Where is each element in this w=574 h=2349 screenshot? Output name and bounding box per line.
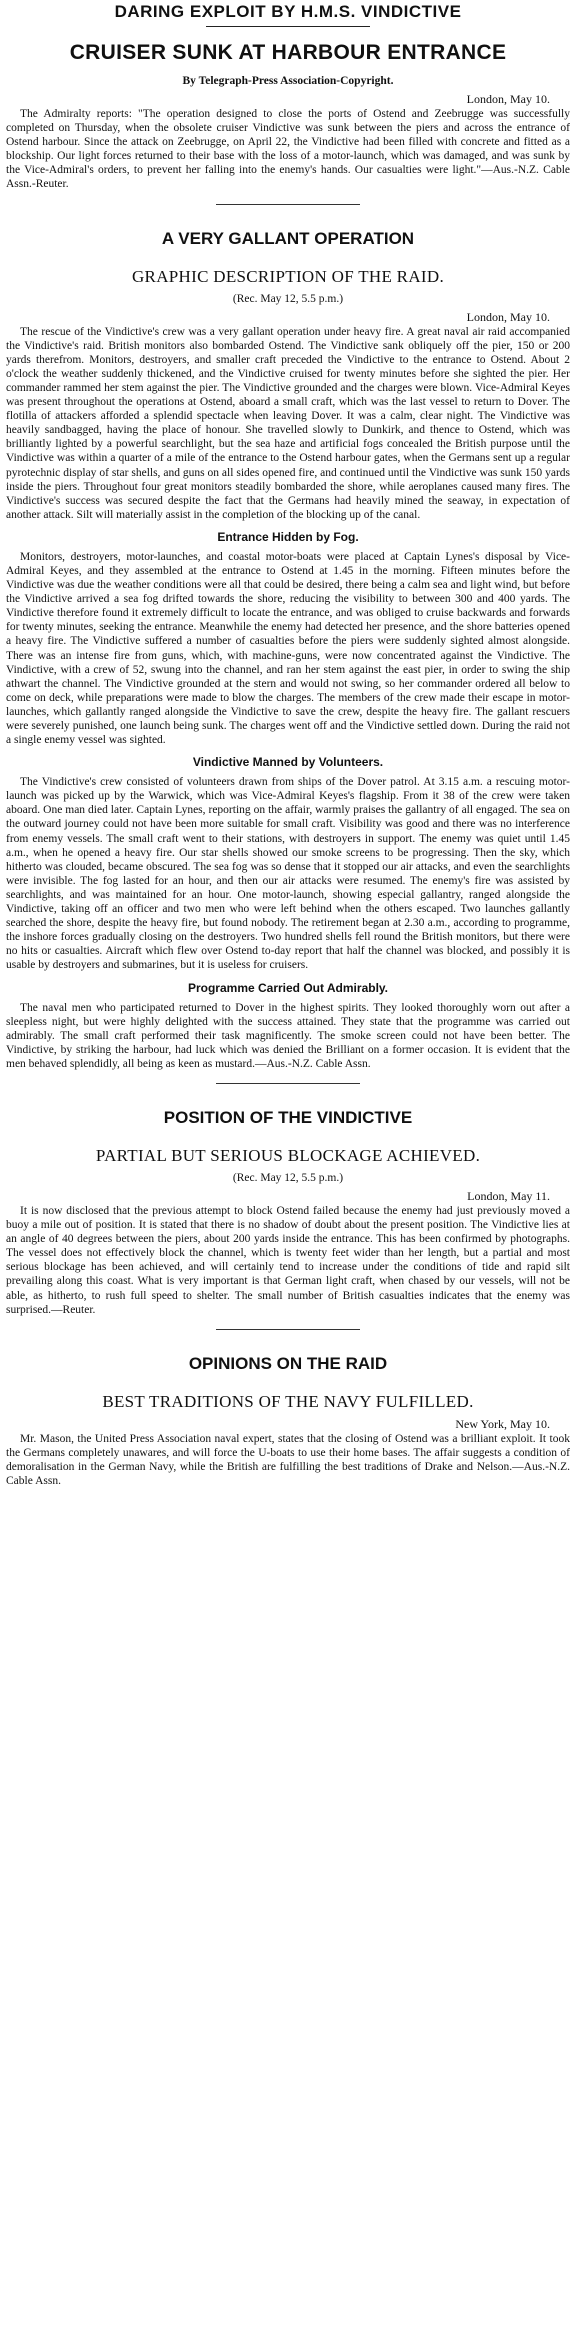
rescue-paragraph: The rescue of the Vindictive's crew was a very gallant operation under heavy fire. A great naval air raid accompanied the Vindictive's raid. British monitors also bombarded Ostend. The Vindictive sank obliquely off the pier, 150 or 200 yards therefrom. Monitors, destroyers, and smaller craft preceded the Vindictive to the entrance to Ostend. About 2 o'clock the weather suddenly thickened, and the Vindictive cruised for twenty minutes before she sighted the pier. Her commander rammed her stem against the pier. The Vindictive grounded and the charges were blown. Vice-Admiral Keyes was present throughout the operations at Ostend, aboard a small craft, which was the last vessel to return to Dover. The flotilla of attackers afforded a splendid spectacle when leaving Dover. It was a calm, clear night. The Vindictive was heavily sandbagged, having the place of honour. She travelled slowly to Dunkirk, and thence to Ostend, which was brilliantly lighted by a powerful searchlight, but the sea haze and artificial fogs concealed the British purpose until the Vindictive was within a quarter of a mile of the entrance to the Ostend harbour gates, when the Germans sent up a regular pyrotechnic display of star shells, and guns on all sides opened fire, and continued until the Vindictive was sunk 150 yards inside the piers. Throughout four great monitors steadily bombarded the shore, while aeroplanes caused many fires. The Vindictive's success was secured despite the fact that the Germans had heavily mined the seaway, in expectation of another attack. Silt will materially assist in the completion of the blocking up of the canal. <box>6 325 570 521</box>
subhead-partial-blockage: PARTIAL BUT SERIOUS BLOCKAGE ACHIEVED. <box>95 1145 481 1165</box>
dateline-london-may-10: London, May 10. <box>466 92 550 106</box>
subhead-entrance-hidden: Entrance Hidden by Fog. <box>217 529 359 544</box>
subhead-graphic-description: GRAPHIC DESCRIPTION OF THE RAID. <box>131 266 444 286</box>
masthead-rule <box>206 26 370 27</box>
received-note: (Rec. May 12, 5.5 p.m.) <box>232 1171 344 1184</box>
headline-cruiser-sunk: CRUISER SUNK AT HARBOUR ENTRANCE <box>69 41 507 64</box>
article-opinions <box>6 1354 570 1488</box>
article-gallant-operation <box>6 229 570 1071</box>
headline-gallant-operation: A VERY GALLANT OPERATION <box>161 228 415 248</box>
article-position <box>6 1108 570 1317</box>
subhead-best-traditions: BEST TRADITIONS OF THE NAVY FULFILLED. <box>102 1391 474 1411</box>
programme-paragraph: The naval men who participated returned to Dover in the highest spirits. They looked thoroughly worn out after a sleepless night, but were highly delighted with the success attained. They state that the programme was carried out admirably. The small craft performed their task magnificently. The smoke screen could not have been better. The Vindictive, by striking the harbour, had luck which was denied the Brilliant on a former occasion. It is evident that the men behaved splendidly, all being as keen as mustard.—Aus.-N.Z. Cable Assn. <box>6 1001 570 1070</box>
opinions-paragraph: Mr. Mason, the United Press Association naval expert, states that the closing of Ostend was a brilliant exploit. It took the Germans completely unawares, and will force the U-boats to use their home bases. The affair suggests a condition of demoralisation in the German Navy, while the British are fulfilling the best traditions of Drake and Nelson.—Aus.-N.Z. Cable Assn. <box>6 1432 570 1487</box>
fog-paragraph: Monitors, destroyers, motor-launches, and coastal motor-boats were placed at Captain Lynes's disposal by Vice-Admiral Keyes, and they assembled at the entrance to Ostend at 1.45 in the morning. Fifteen minutes before the Vindictive was due the weather conditions were all that could be desired, there being a calm sea and light wind, but before the Vindictive arrived a sea fog drifted towards the shore, reducing the visibility to between 300 and 400 yards. The Vindictive therefore found it extremely difficult to locate the entrance, and was obliged to cruise backwards and forwards for twenty minutes, seeking the entrance. Meanwhile the enemy had detected her presence, and the shore batteries opened a heavy fire. The Vindictive suffered a number of casualties before the piers were suddenly sighted almost alongside. There was an intense fire from guns, which, with machine-guns, were now concentrated against the Vindictive. The Vindictive, with a crew of 52, swung into the channel, and ran her stem against the east pier, in order to swing the ship athwart the channel. The Vindictive grounded at the stern and would not swing, so her commander ordered all below to come on deck, while preparations were made to blow the charges. The members of the crew made their escape in motor-launches, which gallantly ranged alongside the Vindictive to save the crew, despite the heavy fire. The gallant rescuers were severely punished, one launch being sunk. The charges went off and the Vindictive settled down. During the raid not a single enemy vessel was sighted. <box>6 550 570 747</box>
headline-position: POSITION OF THE VINDICTIVE <box>163 1107 413 1127</box>
subhead-volunteers: Vindictive Manned by Volunteers. <box>192 755 384 770</box>
byline: By Telegraph-Press Association-Copyright. <box>182 75 394 87</box>
section-divider <box>216 204 360 205</box>
dateline-london-may-11: London, May 11. <box>467 1188 550 1203</box>
masthead: DARING EXPLOIT BY H.M.S. VINDICTIVE <box>114 2 462 21</box>
article-cruiser-sunk <box>6 41 570 192</box>
dateline-new-york: New York, May 10. <box>455 1416 550 1431</box>
section-divider <box>216 1329 360 1330</box>
headline-opinions: OPINIONS ON THE RAID <box>188 1353 388 1373</box>
admiralty-report-paragraph: The Admiralty reports: "The operation designed to close the ports of Ostend and Zeebrugge was successfully completed on Thursday, when the obsolete cruiser Vindictive was sunk between the piers and across the entrance of Ostend harbour. Since the attack on Zeebrugge, on April 22, the Vindictive had been filled with concrete and fitted as a blockship. Our light forces returned to their base with the loss of a motor-launch, which was damaged, and was sunk by the Vice-Admiral's orders, to prevent her falling into the enemy's hands. Our casualties were light."—Aus.-N.Z. Cable Assn.-Reuter. <box>6 108 570 191</box>
dateline-london-may-10-b: London, May 10. <box>466 309 550 324</box>
section-divider <box>216 1083 360 1084</box>
subhead-programme: Programme Carried Out Admirably. <box>187 980 389 995</box>
received-note: (Rec. May 12, 5.5 p.m.) <box>232 292 344 305</box>
position-paragraph: It is now disclosed that the previous attempt to block Ostend failed because the enemy had just previously moved a buoy a mile out of position. It is stated that there is no shadow of doubt about the present position. The Vindictive lies at an angle of 40 degrees between the piers, about 200 yards inside the entrance. This has been confirmed by photographs. The vessel does not effectively block the channel, which is twenty feet wider than her length, but a partial and most serious blockage has been achieved, and will certainly tend to increase under the conditions of tide and rapid silt prevailing along this coast. What is very important is that German light craft, when chased by our vessels, will not be able, as hitherto, to rush full speed to shelter. The small number of British casualties indicates that the enemy was surprised.—Reuter. <box>6 1204 570 1316</box>
volunteers-paragraph: The Vindictive's crew consisted of volunteers drawn from ships of the Dover patrol. At 3.15 a.m. a rescuing motor-launch was picked up by the Warwick, which was Vice-Admiral Keyes's flagship. From it 38 of the crew were taken aboard. One man died later. Captain Lynes, reporting on the affair, warmly praises the gallantry of all engaged. The sea on the outward journey could not have been more suitable for small craft. Visibility was good and there was no interference from enemy vessels. The small craft went to their stations, with destroyers in support. The enemy was quiet until 1.45 a.m., when he opened a heavy fire. Our star shells showed our smoke screens to be progressing. Then the sky, which hitherto was clouded, became obscured. The sea fog was so dense that it stopped our air attacks, and even the searchlights were invisible. The fog lasted for an hour, and then our air attacks were resumed. The enemy's fire was assisted by searchlights, and was maintained for an hour. One motor-launch, showing especial gallantry, ranged alongside the Vindictive, taking off an officer and two men who were left behind when the others escaped. Two launches gallantly searched the shore, despite the heavy fire, but found nobody. The retirement began at 2.30 a.m., according to programme, the inshore forces gradually closing on the destroyers. Two hundred shells fell round the British monitors, but there were no hits or casualties. Aircraft which flew over Ostend to-day report that half the channel was blocked, and possibly it is usable by destroyers and submarines, but it is useless for cruisers. <box>6 776 570 972</box>
